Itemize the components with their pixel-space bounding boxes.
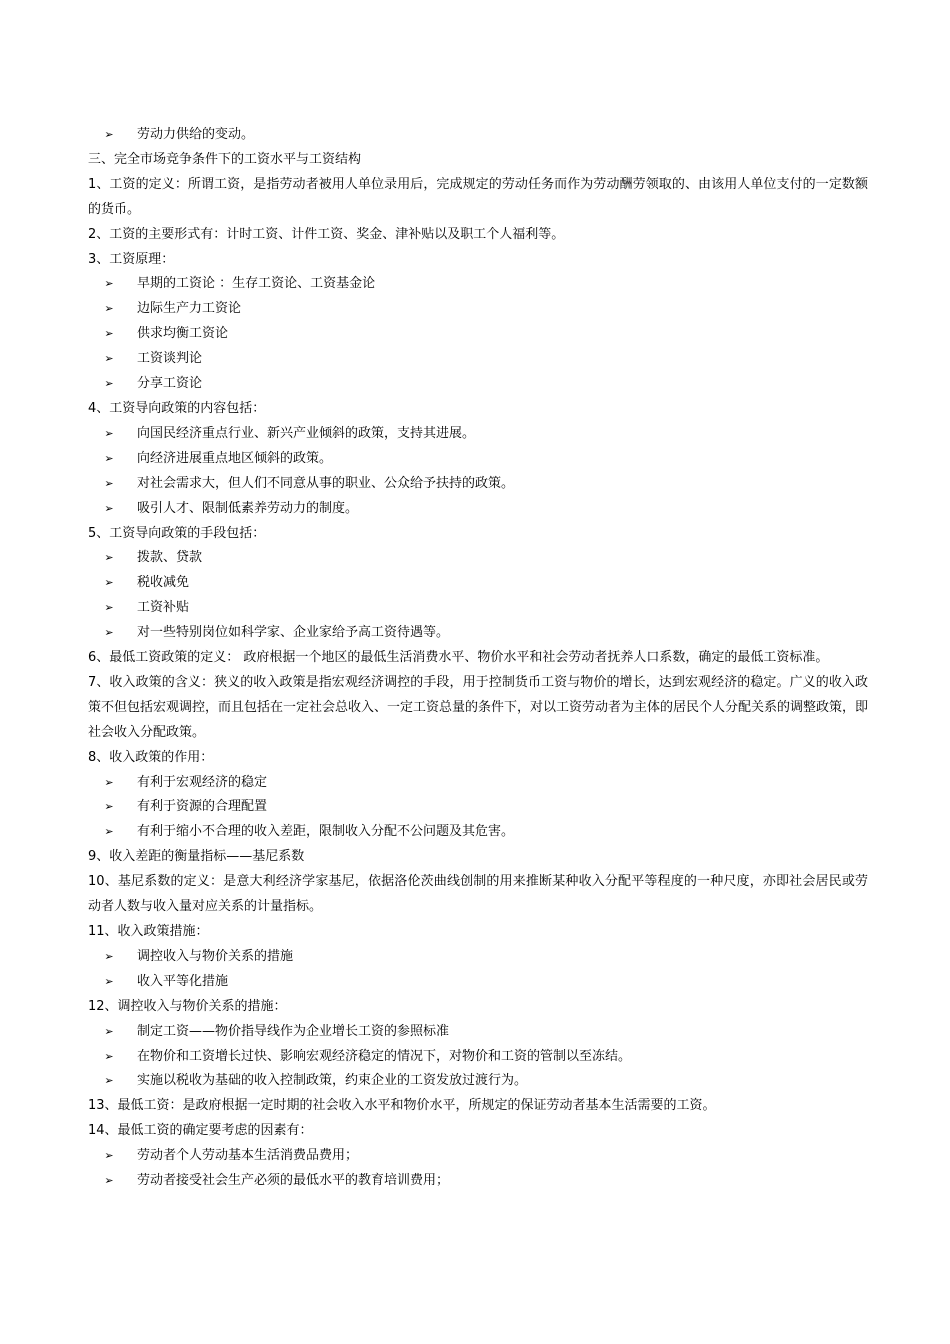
heading-line: 11、收入政策措施：	[88, 924, 209, 939]
arrow-bullet-icon: ➢	[104, 551, 114, 565]
bullet-item	[88, 1020, 868, 1045]
arrow-bullet-icon: ➢	[104, 277, 114, 291]
arrow-bullet-icon: ➢	[104, 1074, 114, 1088]
arrow-bullet-icon: ➢	[104, 352, 114, 366]
arrow-bullet-icon: ➢	[104, 974, 114, 988]
bullet-text: 劳动者个人劳动基本生活消费品费用；	[137, 1148, 359, 1164]
arrow-bullet-icon: ➢	[104, 377, 114, 391]
bullet-text: 对社会需求大，但人们不同意从事的职业、公众给予扶持的政策。	[137, 475, 515, 491]
bullet-item	[88, 422, 868, 447]
arrow-bullet-icon: ➢	[104, 800, 114, 814]
heading-line: 8、收入政策的作用：	[88, 749, 214, 765]
paragraph: 10、基尼系数的定义：是意大利经济学家基尼，依据洛伦茨曲线创制的用来推断某种收入分配平等程度的一种尺度，亦即社会居民或劳动者人数与收入量对应关系的计量指标。	[88, 874, 868, 915]
bullet-text: 早期的工资论 ：生存工资论、工资基金论	[137, 276, 376, 292]
heading-line: 5、工资导向政策的手段包括：	[88, 525, 266, 541]
paragraph: 1、工资的定义：所谓工资，是指劳动者被用人单位录用后，完成规定的劳动任务而作为劳动酬劳领取的、由该用人单位支付的一定数额的货币。	[88, 176, 868, 217]
arrow-bullet-icon: ➢	[104, 451, 114, 465]
heading-line: 14、最低工资的确定要考虑的因素有：	[88, 1123, 313, 1139]
arrow-bullet-icon: ➢	[104, 426, 114, 440]
arrow-bullet-icon: ➢	[104, 825, 114, 839]
bullet-text: 有利于缩小不合理的收入差距，限制收入分配不公问题及其危害。	[137, 824, 515, 840]
bullet-item	[88, 771, 868, 796]
bullet-text: 向国民经济重点行业、新兴产业倾斜的政策，支持其进展。	[137, 425, 476, 441]
bullet-item	[88, 1144, 868, 1169]
bullet-item	[88, 546, 868, 571]
bullet-text: 供求均衡工资论	[137, 326, 229, 342]
heading-line: 4、工资导向政策的内容包括：	[88, 400, 266, 416]
bullet-item	[88, 945, 868, 970]
bullet-text: 分享工资论	[137, 376, 203, 392]
bullet-text: 吸引人才、限制低素养劳动力的制度。	[137, 500, 359, 516]
bullet-item	[88, 472, 868, 497]
bullet-text: 收入平等化措施	[137, 973, 229, 989]
arrow-bullet-icon: ➢	[104, 1149, 114, 1163]
arrow-bullet-icon: ➢	[104, 1024, 114, 1038]
heading-line: 12、调控收入与物价关系的措施：	[88, 998, 287, 1014]
arrow-bullet-icon: ➢	[104, 128, 114, 141]
bullet-item	[88, 372, 868, 397]
bullet-text: 调控收入与物价关系的措施	[137, 948, 294, 964]
bullet-item	[88, 347, 868, 372]
bullet-item	[88, 571, 868, 596]
heading-line: 9、收入差距的衡量指标——基尼系数	[88, 849, 305, 865]
arrow-bullet-icon: ➢	[104, 576, 114, 590]
bullet-text: 对一些特别岗位如科学家、企业家给予高工资待遇等。	[137, 625, 450, 641]
paragraph: 7、收入政策的含义：狭义的收入政策是指宏观经济调控的手段，用于控制货币工资与物价的增长，达到宏观经济的稳定。广义的收入政策不但包括宏观调控，而且包括在一定社会总收入、一定工资总量的条件下，对以工资劳动者为主体的居民个人分配关系的调整政策，即社会收入分配政策。	[88, 674, 869, 740]
bullet-text: 工资补贴	[137, 600, 190, 616]
arrow-bullet-icon: ➢	[104, 949, 114, 963]
bullet-item	[88, 447, 868, 472]
bullet-text: 制定工资——物价指导线作为企业增长工资的参照标准	[137, 1023, 450, 1039]
bullet-item	[88, 322, 868, 347]
bullet-item	[88, 272, 868, 297]
arrow-bullet-icon: ➢	[104, 1049, 114, 1063]
heading-line: 3、工资原理：	[88, 251, 175, 267]
arrow-bullet-icon: ➢	[104, 601, 114, 615]
arrow-bullet-icon: ➢	[104, 501, 114, 515]
bullet-text: 劳动力供给的变动。	[137, 127, 255, 142]
bullet-item	[88, 596, 868, 621]
bullet-text: 在物价和工资增长过快、影响宏观经济稳定的情况下，对物价和工资的管制以至冻结。	[137, 1048, 632, 1064]
heading-line: 2、工资的主要形式有：计时工资、计件工资、奖金、津补贴以及职工个人福利等。	[88, 226, 565, 242]
bullet-text: 向经济进展重点地区倾斜的政策。	[137, 450, 333, 466]
bullet-text: 工资谈判论	[137, 351, 203, 367]
document-body	[88, 123, 868, 1194]
bullet-item	[88, 970, 868, 995]
arrow-bullet-icon: ➢	[104, 1174, 114, 1188]
arrow-bullet-icon: ➢	[104, 775, 114, 789]
bullet-text: 税收减免	[137, 575, 190, 591]
bullet-text: 边际生产力工资论	[137, 301, 242, 317]
bullet-item	[88, 795, 868, 820]
bullet-item	[88, 820, 868, 845]
bullet-text: 有利于资源的合理配置	[137, 799, 268, 815]
arrow-bullet-icon: ➢	[104, 626, 114, 640]
bullet-text: 劳动者接受社会生产必须的最低水平的教育培训费用；	[137, 1173, 450, 1189]
bullet-text: 实施以税收为基础的收入控制政策，约束企业的工资发放过渡行为。	[137, 1073, 528, 1089]
paragraph: 6、最低工资政策的定义： 政府根据一个地区的最低生活消费水平、物价水平和社会劳动者抚养人口系数，确定的最低工资标准。	[88, 650, 829, 666]
bullet-item	[88, 1045, 868, 1070]
bullet-text: 有利于宏观经济的稳定	[137, 774, 268, 790]
arrow-bullet-icon: ➢	[104, 302, 114, 316]
bullet-item	[88, 123, 868, 148]
bullet-item	[88, 1069, 868, 1094]
bullet-item	[88, 297, 868, 322]
bullet-item	[88, 497, 868, 522]
heading-line: 13、最低工资：是政府根据一定时期的社会收入水平和物价水平，所规定的保证劳动者基本生活需要的工资。	[88, 1098, 716, 1114]
bullet-item	[88, 1169, 868, 1194]
arrow-bullet-icon: ➢	[104, 327, 114, 341]
bullet-text: 拨款、贷款	[137, 550, 203, 566]
heading-line: 三、完全市场竞争条件下的工资水平与工资结构	[88, 151, 362, 167]
arrow-bullet-icon: ➢	[104, 476, 114, 490]
bullet-item	[88, 621, 868, 646]
